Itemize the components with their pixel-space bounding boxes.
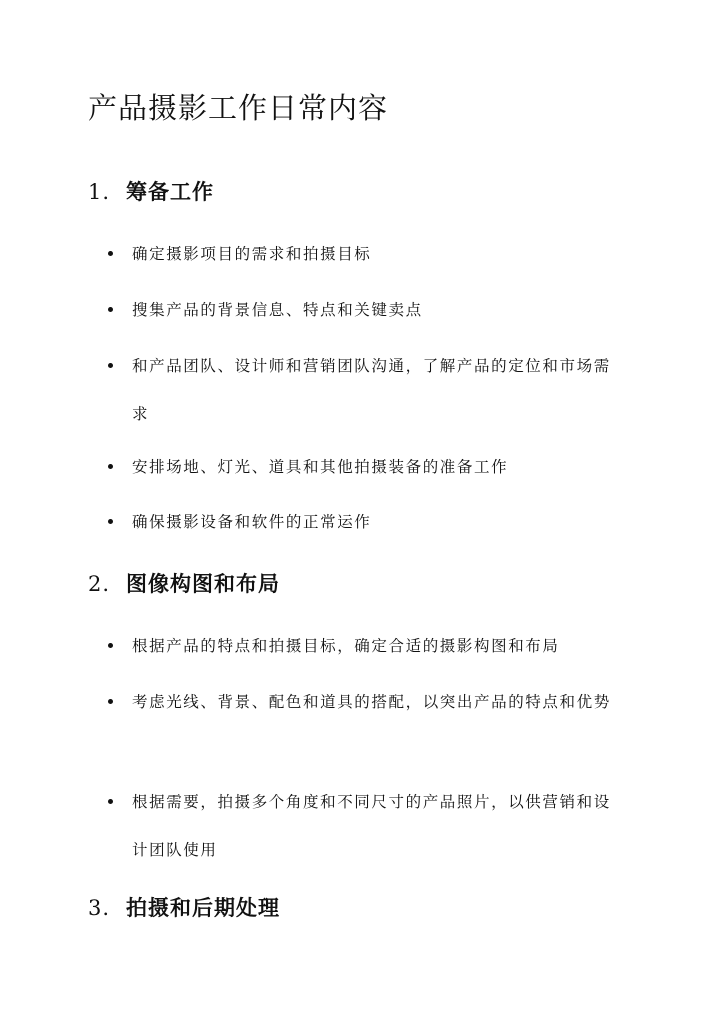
section-heading-shooting (88, 892, 280, 922)
section-number: 3. (88, 896, 111, 920)
section-title: 拍摄和后期处理 (126, 895, 280, 920)
document-title: 产品摄影工作日常内容 (88, 91, 389, 125)
list-item (108, 342, 618, 438)
bullet-icon (108, 643, 113, 648)
list-item-text: 安排场地、灯光、道具和其他拍摄装备的准备工作 (132, 458, 509, 476)
list-item-text: 确保摄影设备和软件的正常运作 (132, 513, 372, 531)
list-item (108, 622, 618, 670)
bullet-icon (108, 799, 113, 804)
bullet-icon (108, 699, 113, 704)
list-item-text: 根据产品的特点和拍摄目标，确定合适的摄影构图和布局 (132, 637, 560, 655)
list-item-text: 考虑光线、背景、配色和道具的搭配，以突出产品的特点和优势 (132, 693, 611, 711)
bullet-icon (108, 307, 113, 312)
section-title: 图像构图和布局 (126, 571, 280, 596)
bullet-icon (108, 464, 113, 469)
section-number: 1. (88, 180, 111, 204)
list-item (108, 778, 618, 874)
section-title: 筹备工作 (126, 179, 214, 204)
list-item (108, 678, 618, 726)
list-item-text: 根据需要，拍摄多个角度和不同尺寸的产品照片，以供营销和设计团队使用 (132, 793, 611, 859)
bullet-icon (108, 363, 113, 368)
section-heading-preparation (88, 176, 214, 206)
list-item-text: 确定摄影项目的需求和拍摄目标 (132, 245, 372, 263)
bullet-icon (108, 251, 113, 256)
section-heading-composition (88, 568, 280, 598)
list-item (108, 498, 618, 546)
list-item (108, 230, 618, 278)
list-item (108, 443, 618, 491)
list-item (108, 286, 618, 334)
bullet-icon (108, 519, 113, 524)
list-item-text: 搜集产品的背景信息、特点和关键卖点 (132, 301, 423, 319)
list-item-text: 和产品团队、设计师和营销团队沟通，了解产品的定位和市场需求 (132, 357, 611, 423)
section-number: 2. (88, 572, 111, 596)
